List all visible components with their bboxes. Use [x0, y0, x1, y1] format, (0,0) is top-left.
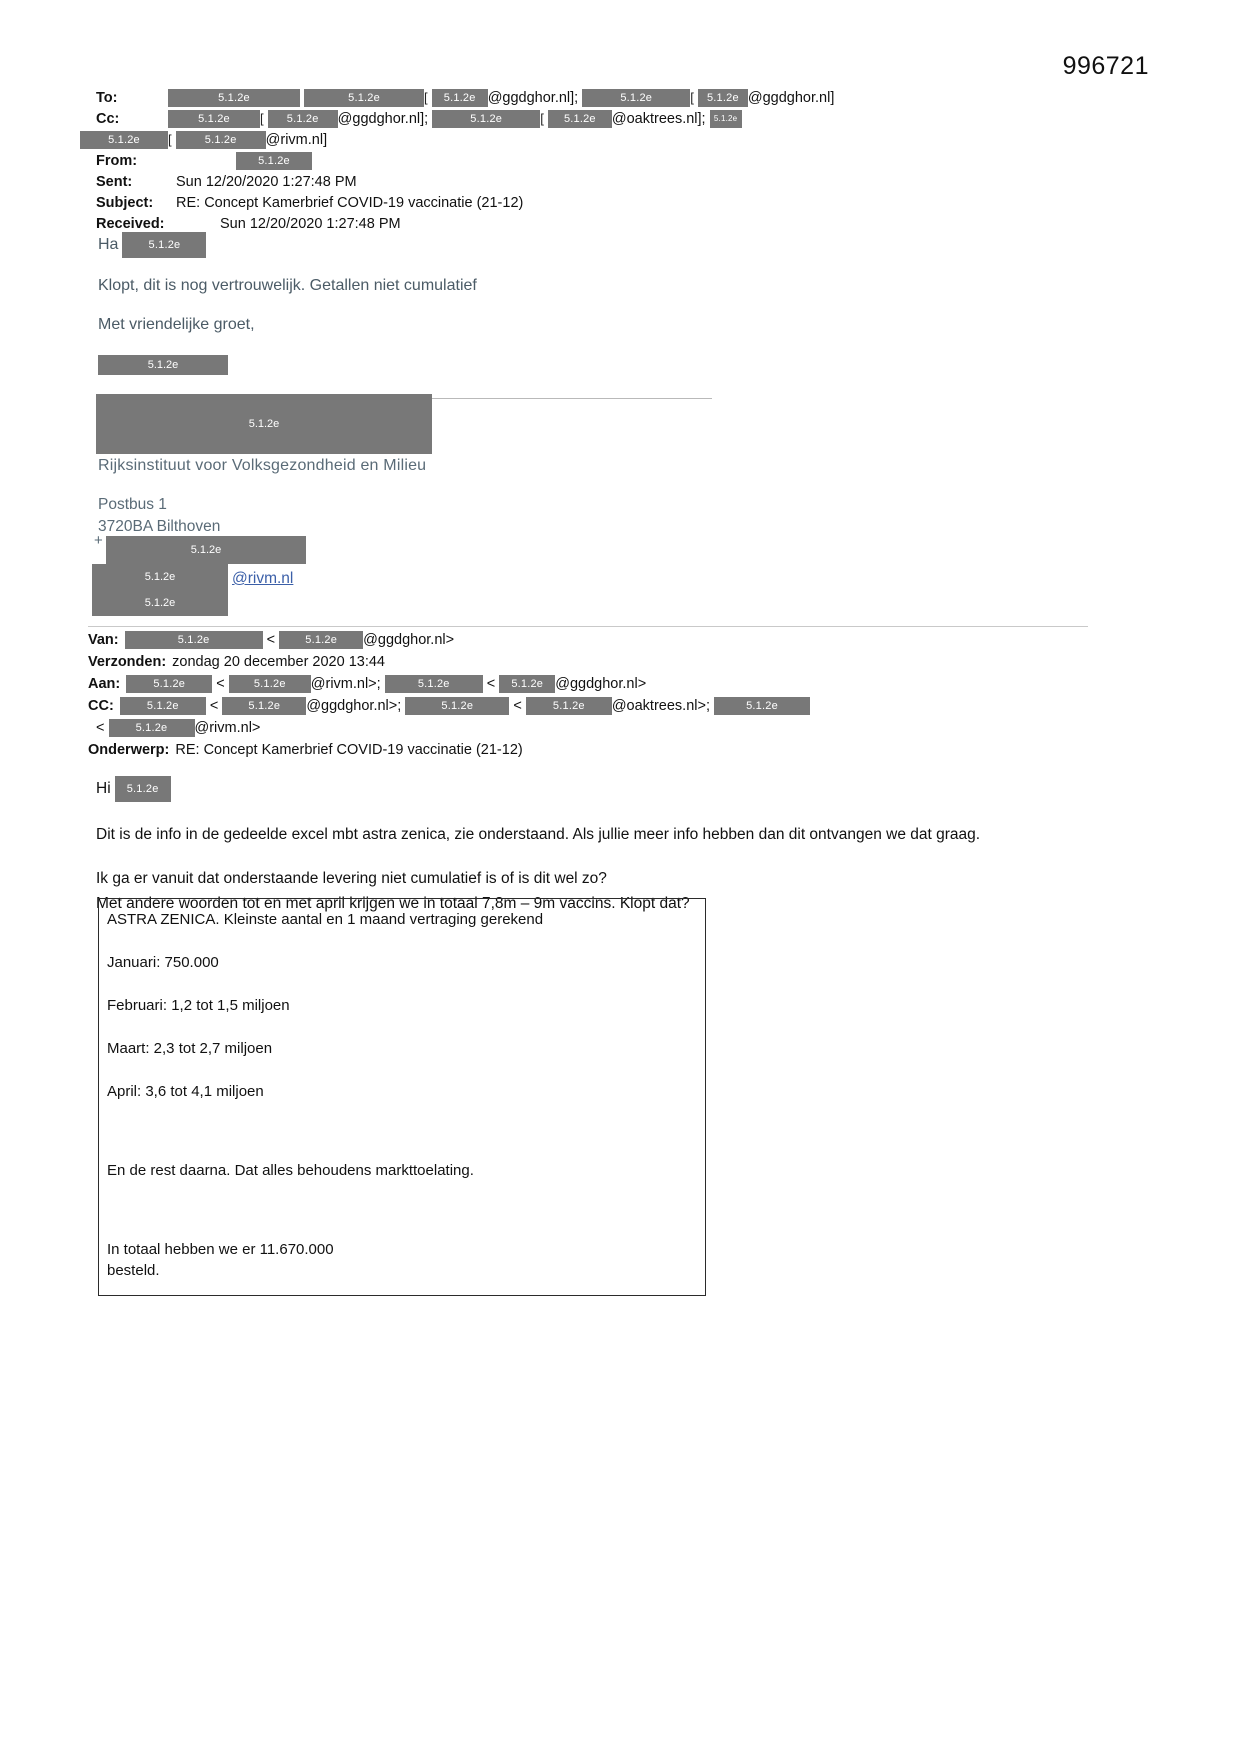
email-link[interactable]: @rivm.nl — [232, 570, 294, 587]
redaction-block: 5.1.2e — [122, 232, 206, 258]
redaction-block: 5.1.2e — [109, 719, 195, 737]
quoted-cc-value — [120, 696, 1098, 717]
redaction-block: 5.1.2e — [168, 110, 260, 128]
sent-value: Sun 12/20/2020 1:27:48 PM — [176, 174, 357, 190]
quoted-cc-domain-1: @ggdghor.nl>; — [306, 698, 402, 714]
quoted-paragraph-3: Met andere woorden tot en met april krijgen we in totaal 7,8m – 9m vaccins. Klopt dat? — [96, 895, 690, 912]
quoted-row-van — [88, 630, 1098, 651]
angle-bracket: < — [96, 720, 105, 736]
quoted-cc-label: CC: — [88, 698, 114, 714]
redaction-block: 5.1.2e — [432, 110, 540, 128]
to-domain-1: @ggdghor.nl]; — [487, 90, 579, 106]
quoted-paragraph-1: Dit is de info in de gedeelde excel mbt astra zenica, zie onderstaand. Als jullie meer info hebben dan dit ontvangen we dat graag. — [96, 826, 981, 843]
redaction-block: 5.1.2e — [236, 152, 312, 170]
onderwerp-value: RE: Concept Kamerbrief COVID-19 vaccinatie (21-12) — [175, 742, 523, 758]
redaction-block: 5.1.2e — [582, 89, 690, 107]
quoted-greeting-line — [96, 776, 1086, 802]
received-label: Received: — [96, 216, 165, 232]
angle-bracket: < — [513, 698, 522, 714]
header-row-cc-cont — [96, 130, 1096, 150]
redaction-block: 5.1.2e — [385, 675, 483, 693]
cc-domain-2: @oaktrees.nl]; — [611, 111, 706, 127]
redaction-block: 5.1.2e — [268, 110, 338, 128]
header-row-subject — [96, 193, 1096, 213]
quoted-row-cc — [88, 696, 1098, 717]
header-row-cc — [96, 109, 1096, 129]
received-value: Sun 12/20/2020 1:27:48 PM — [220, 216, 401, 232]
document-number: 996721 — [1062, 52, 1149, 80]
quoted-cc-domain-3: @rivm.nl> — [194, 720, 261, 736]
redaction-block-signature: 5.1.2e — [96, 394, 432, 454]
cc-domain-1: @ggdghor.nl]; — [337, 111, 429, 127]
header-row-from — [96, 151, 1096, 171]
redaction-block: 5.1.2e — [279, 631, 363, 649]
quote-box-spacer — [107, 1124, 705, 1160]
redaction-block: 5.1.2e — [168, 89, 300, 107]
redaction-block: 5.1.2e — [98, 355, 228, 375]
redaction-block: 5.1.2e — [222, 697, 306, 715]
aan-value — [126, 674, 1098, 695]
redaction-block: 5.1.2e — [710, 110, 742, 128]
message-signature — [98, 353, 1078, 375]
quoted-cc-domain-2: @oaktrees.nl>; — [611, 698, 710, 714]
redaction-block: 5.1.2e — [125, 631, 263, 649]
quote-box-total-line-2: besteld. — [107, 1262, 160, 1279]
header-row-sent — [96, 172, 1096, 192]
van-domain: @ggdghor.nl> — [363, 632, 455, 648]
angle-bracket: < — [266, 632, 276, 648]
quote-box-spacer-2 — [107, 1203, 705, 1239]
redaction-block: 5.1.2e — [115, 776, 171, 802]
message-body — [98, 232, 1078, 392]
to-label: To: — [96, 90, 118, 106]
address-line-1: Postbus 1 — [98, 496, 167, 513]
redaction-block: 5.1.2e — [714, 697, 810, 715]
aan-domain-1: @rivm.nl>; — [310, 676, 381, 692]
phone-prefix: + — [94, 532, 103, 549]
cc-label: Cc: — [96, 111, 120, 127]
quoted-row-onderwerp — [88, 740, 1098, 761]
redaction-block: 5.1.2e — [698, 89, 748, 107]
redaction-block: 5.1.2e — [499, 675, 555, 693]
email-header — [96, 88, 1096, 235]
excel-quote-box — [98, 898, 706, 1296]
van-label: Van: — [88, 632, 119, 648]
cc-value-cont: 5.1.2e [ 5.1.2e @rivm.nl] — [80, 130, 1096, 150]
from-value — [168, 151, 1096, 171]
quote-box-row: Januari: 750.000 — [107, 954, 219, 971]
aan-label: Aan: — [88, 676, 121, 692]
quoted-row-aan — [88, 674, 1098, 695]
redaction-block: 5.1.2e — [405, 697, 509, 715]
message-greeting-line — [98, 232, 1078, 258]
redaction-block-phone: 5.1.2e — [106, 536, 306, 564]
from-label: From: — [96, 153, 138, 169]
quote-box-row: Februari: 1,2 tot 1,5 miljoen — [107, 997, 290, 1014]
message-line-1: Klopt, dit is nog vertrouwelijk. Getallen niet cumulatief — [98, 277, 477, 294]
redaction-block: 5.1.2e — [229, 675, 311, 693]
redaction-block: 5.1.2e — [304, 89, 424, 107]
angle-bracket: < — [486, 676, 496, 692]
verzonden-label: Verzonden: — [88, 654, 167, 670]
quote-box-note: En de rest daarna. Dat alles behoudens markttoelating. — [107, 1162, 474, 1179]
redaction-block: 5.1.2e — [548, 110, 612, 128]
postal-address — [98, 494, 220, 538]
message-closing: Met vriendelijke groet, — [98, 316, 255, 333]
to-domain-2: @ggdghor.nl] — [747, 90, 835, 106]
cc-domain-3: @rivm.nl] — [265, 132, 328, 148]
angle-bracket: < — [209, 698, 219, 714]
quote-box-title: ASTRA ZENICA. Kleinste aantal en 1 maand vertraging gerekend — [107, 911, 544, 928]
sent-label: Sent: — [96, 174, 133, 190]
address-line-2: 3720BA Bilthoven — [98, 518, 221, 535]
quoted-row-verzonden — [88, 652, 1098, 673]
quoted-row-cc-cont — [88, 718, 1098, 739]
quote-box-row: Maart: 2,3 tot 2,7 miljoen — [107, 1040, 273, 1057]
quoted-cc-value-cont — [96, 718, 1098, 739]
organisation-name: Rijksinstituut voor Volksgezondheid en Milieu — [98, 457, 427, 474]
quote-divider — [88, 626, 1088, 627]
redaction-block: 5.1.2e — [526, 697, 612, 715]
redaction-block: 5.1.2e — [80, 131, 168, 149]
quoted-greeting-text: Hi — [96, 780, 111, 798]
redaction-block: 5.1.2e — [176, 131, 266, 149]
onderwerp-label: Onderwerp: — [88, 742, 170, 758]
aan-domain-2: @ggdghor.nl> — [555, 676, 647, 692]
quoted-email-header — [88, 630, 1098, 762]
quoted-message-body — [96, 776, 1086, 918]
redaction-block: 5.1.2e — [126, 675, 212, 693]
header-row-received — [96, 214, 1096, 234]
redaction-email-line-1: 5.1.2e — [144, 571, 176, 583]
verzonden-value: zondag 20 december 2020 13:44 — [172, 654, 385, 670]
angle-bracket: < — [216, 676, 225, 692]
quoted-paragraph-2: Ik ga er vanuit dat onderstaande levering niet cumulatief is of is dit wel zo? — [96, 870, 607, 887]
subject-value: RE: Concept Kamerbrief COVID-19 vaccinatie (21-12) — [176, 195, 524, 211]
redaction-block: 5.1.2e — [120, 697, 206, 715]
to-value: 5.1.2e 5.1.2e [ 5.1.2e @ggdghor.nl]; 5.1.2e [ 5.1.2e @ggdghor.nl] — [168, 88, 1096, 108]
redaction-email-line-2: 5.1.2e — [144, 597, 176, 609]
quote-box-row: April: 3,6 tot 4,1 miljoen — [107, 1083, 264, 1100]
redaction-block: 5.1.2e — [432, 89, 488, 107]
redaction-block-email — [92, 564, 228, 616]
van-value — [125, 630, 1098, 651]
quote-box-total-line-1: In totaal hebben we er 11.670.000 — [107, 1241, 334, 1258]
header-row-to — [96, 88, 1096, 108]
subject-label: Subject: — [96, 195, 154, 211]
cc-value: 5.1.2e [ 5.1.2e @ggdghor.nl]; 5.1.2e [ 5.1.2e @oaktrees.nl]; 5.1.2e — [168, 109, 1096, 129]
greeting-text: Ha — [98, 236, 119, 254]
signature-divider — [432, 398, 712, 399]
